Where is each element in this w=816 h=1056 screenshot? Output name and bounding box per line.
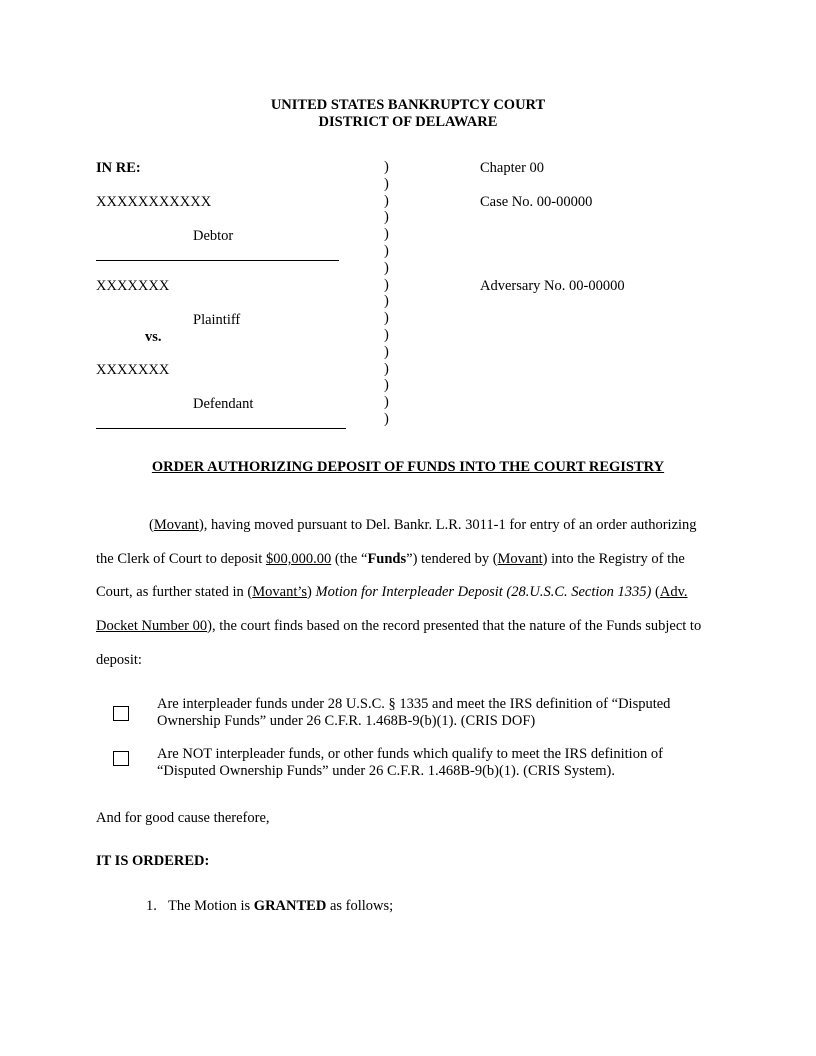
funds-term: Funds bbox=[367, 551, 407, 567]
paren: ) bbox=[384, 343, 389, 360]
paren: ) bbox=[384, 377, 389, 394]
it-is-ordered-heading: IT IS ORDERED: bbox=[96, 853, 210, 869]
chapter-number: Chapter 00 bbox=[480, 160, 545, 176]
paren: ) bbox=[384, 276, 389, 293]
docket-number: Docket Number 00 bbox=[96, 618, 208, 634]
good-cause-text: And for good cause therefore, bbox=[96, 810, 270, 826]
paren: ) bbox=[384, 394, 389, 411]
defendant-name: XXXXXXX bbox=[96, 362, 170, 378]
plaintiff-name: XXXXXXX bbox=[96, 278, 170, 294]
paren: ) bbox=[384, 326, 389, 343]
body-line-4: Docket Number 00), the court finds based on the record presented that the nature of the Funds subject to bbox=[96, 618, 702, 634]
ordered-item-1: The Motion is GRANTED as follows; bbox=[168, 898, 394, 914]
paren: ) bbox=[384, 259, 389, 276]
option-not-interpleader-funds: Are NOT interpleader funds, or other funds which qualify to meet the IRS definition of “Disputed Ownership Funds” under 26 C.F.R. 1.468B-9(b)(1). (CRIS System). bbox=[157, 746, 663, 779]
motion-title: Motion for Interpleader Deposit (28.U.S.C. Section 1335) bbox=[315, 584, 652, 600]
debtor-rule bbox=[96, 260, 339, 261]
movant-possessive: Movant’s bbox=[252, 584, 308, 600]
option-interpleader-funds: Are interpleader funds under 28 U.S.C. § 1335 and meet the IRS definition of “Disputed Ownership Funds” under 26 C.F.R. 1.468B-9(b)(1). (CRIS DOF) bbox=[157, 696, 671, 729]
paren: ) bbox=[384, 159, 389, 175]
movant-name: Movant bbox=[497, 551, 543, 567]
order-title: ORDER AUTHORIZING DEPOSIT OF FUNDS INTO THE COURT REGISTRY bbox=[151, 459, 665, 475]
body-line-3: Court, as further stated in (Movant’s) Motion for Interpleader Deposit (28.U.S.C. Section 1335) (Adv. bbox=[96, 584, 688, 600]
paren: ) bbox=[384, 360, 389, 377]
debtor-name: XXXXXXXXXXX bbox=[96, 194, 212, 210]
adv-label: Adv. bbox=[659, 584, 688, 600]
defendant-rule bbox=[96, 428, 346, 429]
paren: ) bbox=[384, 293, 389, 310]
caption-parenthesis-column bbox=[384, 159, 389, 428]
granted-term: GRANTED bbox=[253, 898, 327, 914]
body-line-5: deposit: bbox=[96, 652, 142, 668]
case-number: Case No. 00-00000 bbox=[480, 194, 593, 210]
debtor-label: Debtor bbox=[193, 228, 234, 244]
paren: ) bbox=[384, 242, 389, 259]
plaintiff-label: Plaintiff bbox=[193, 312, 241, 328]
in-re-label: IN RE: bbox=[96, 160, 141, 176]
paren: ) bbox=[384, 209, 389, 226]
deposit-amount: $00,000.00 bbox=[265, 551, 332, 567]
ordered-item-number: 1. bbox=[146, 898, 157, 914]
paren: ) bbox=[384, 410, 389, 427]
body-line-1: (Movant), having moved pursuant to Del. Bankr. L.R. 3011-1 for entry of an order authorizing bbox=[149, 517, 697, 533]
paren: ) bbox=[384, 226, 389, 243]
paren: ) bbox=[384, 310, 389, 327]
movant-name: Movant bbox=[153, 517, 199, 533]
court-name: UNITED STATES BANKRUPTCY COURT bbox=[270, 97, 546, 113]
adversary-number: Adversary No. 00-00000 bbox=[480, 278, 625, 294]
court-district: DISTRICT OF DELAWARE bbox=[318, 114, 498, 130]
checkbox-interpleader-funds[interactable] bbox=[113, 706, 129, 721]
versus-label: vs. bbox=[145, 329, 162, 345]
checkbox-not-interpleader-funds[interactable] bbox=[113, 751, 129, 766]
body-line-2: the Clerk of Court to deposit $00,000.00 (the “Funds”) tendered by (Movant) into the Registry of the bbox=[96, 551, 685, 567]
paren: ) bbox=[384, 192, 389, 209]
defendant-label: Defendant bbox=[193, 396, 254, 412]
paren: ) bbox=[384, 175, 389, 192]
